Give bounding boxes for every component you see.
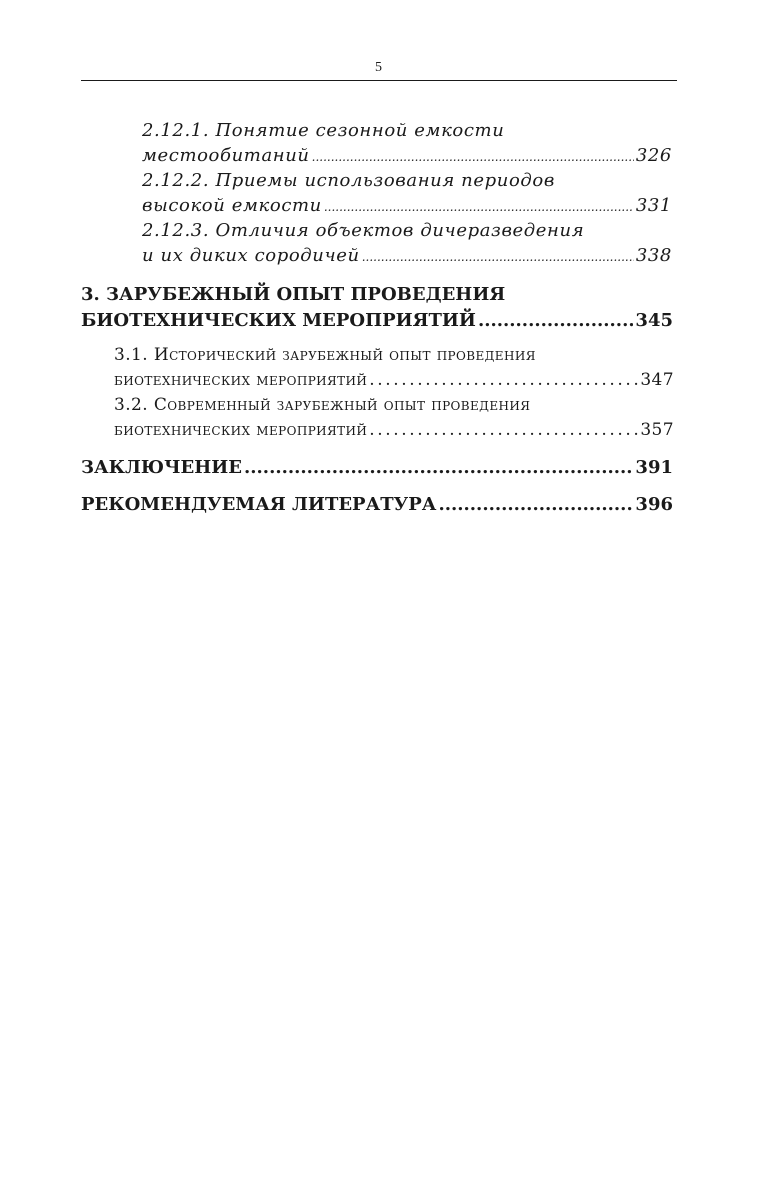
toc-entry-literature[interactable] [81, 494, 673, 515]
toc-entry-conclusion[interactable] [81, 457, 673, 478]
toc-entry-title: ЗАКЛЮЧЕНИЕ [81, 457, 242, 478]
toc-entry-title: и их диких сородичей [142, 245, 360, 266]
toc-entry-title: 2.12.1. Понятие сезонной емкости [142, 120, 505, 141]
toc-entry-title: РЕКОМЕНДУЕМАЯ ЛИТЕРАТУРА [81, 494, 437, 515]
toc-entry-3-line2[interactable] [81, 310, 673, 331]
toc-entry-title: 3.1. Исторический зарубежный опыт проведения [114, 345, 536, 365]
toc-entry-title: биотехнических мероприятий [114, 370, 368, 390]
toc-page-number: 396 [635, 494, 673, 515]
dot-leader [324, 200, 634, 214]
toc-entry-title: 3.2. Современный зарубежный опыт проведения [114, 395, 531, 415]
toc-entry-title: местообитаний [142, 145, 310, 166]
toc-entry-2-12-2-line1 [142, 170, 555, 191]
toc-entry-3-1-line1 [114, 345, 536, 365]
toc-entry-2-12-2-line2[interactable] [142, 195, 672, 216]
toc-entry-3-1-line2[interactable] [114, 370, 674, 390]
toc-entry-2-12-1-line1 [142, 120, 504, 141]
toc-page-number: 338 [635, 245, 672, 266]
dot-leader [312, 150, 634, 164]
toc-page-number: 345 [635, 310, 673, 331]
dot-leader [478, 310, 633, 331]
dot-leader [369, 370, 638, 390]
dot-leader [369, 420, 638, 440]
dot-leader [362, 250, 634, 264]
toc-entry-title: биотехнических мероприятий [114, 420, 368, 440]
header-rule [81, 80, 677, 81]
toc-page-number: 331 [635, 195, 672, 216]
toc-entry-2-12-3-line2[interactable] [142, 245, 672, 266]
toc-entry-title: 2.12.3. Отличия объектов дичеразведения [142, 220, 585, 241]
toc-page-number: 326 [635, 145, 672, 166]
toc-entry-title: 3. ЗАРУБЕЖНЫЙ ОПЫТ ПРОВЕДЕНИЯ [81, 284, 506, 305]
toc-entry-title: 2.12.2. Приемы использования периодов [142, 170, 555, 191]
toc-entry-title: БИОТЕХНИЧЕСКИХ МЕРОПРИЯТИЙ [81, 310, 476, 331]
toc-page-number: 391 [635, 457, 673, 478]
toc-entry-title: высокой емкости [142, 195, 322, 216]
toc-page-number: 357 [640, 420, 674, 440]
toc-page-number: 347 [640, 370, 674, 390]
dot-leader [438, 494, 633, 515]
toc-entry-3-line1 [81, 284, 505, 305]
toc-entry-2-12-3-line1 [142, 220, 584, 241]
toc-entry-3-2-line1 [114, 395, 530, 415]
dot-leader [244, 457, 633, 478]
toc-entry-3-2-line2[interactable] [114, 420, 674, 440]
toc-entry-2-12-1-line2[interactable] [142, 145, 672, 166]
page-number: 5 [375, 60, 382, 75]
